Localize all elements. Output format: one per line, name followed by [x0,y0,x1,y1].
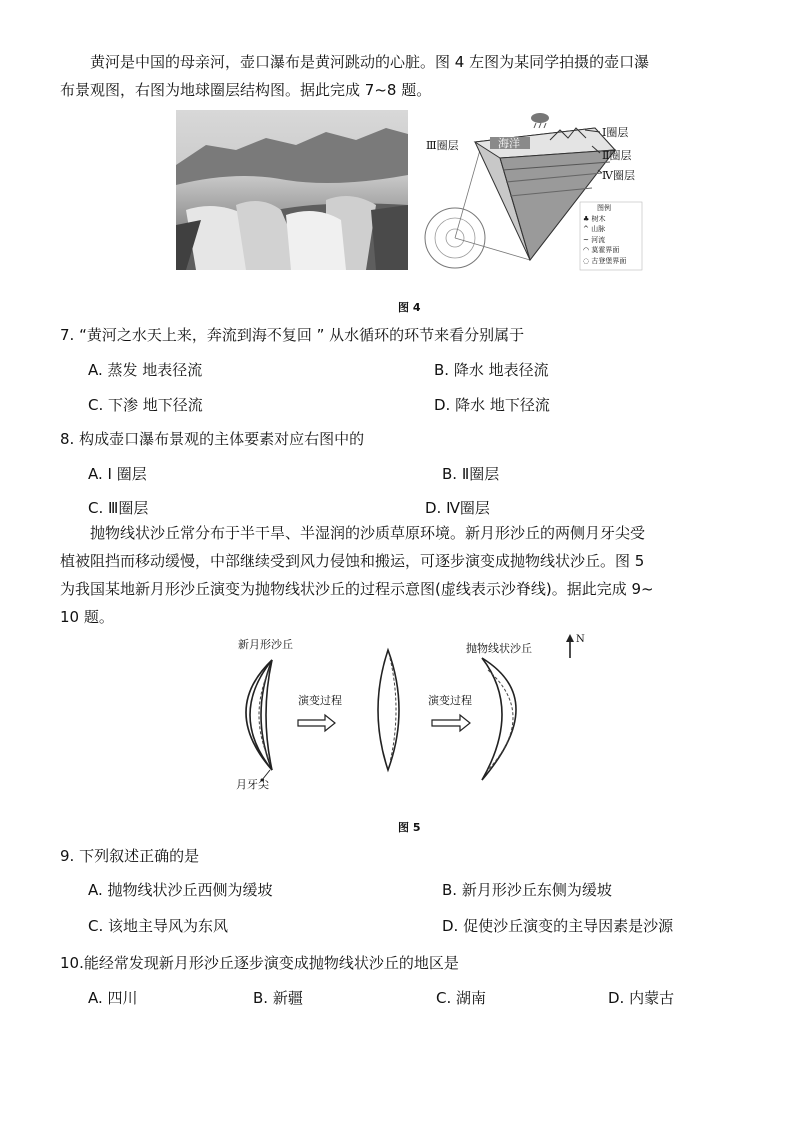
intro2-line3: 为我国某地新月形沙丘演变为抛物线状沙丘的过程示意图(虚线表示沙脊线)。据此完成 9~ [60,580,654,598]
ocean-label: 海洋 [498,137,520,150]
intro1-line1: 黄河是中国的母亲河，壶口瀑布是黄河跳动的心脏。图 4 左图为某同学拍摄的壶口瀑 [90,53,650,71]
q10-option-b: B. 新疆 [253,989,303,1007]
figure4-caption: 图 4 [398,301,421,314]
q10-stem: 10.能经常发现新月形沙丘逐步演变成抛物线状沙丘的地区是 [60,954,459,972]
north-arrow-icon [566,634,574,658]
mountain-icon: ^ [583,225,592,233]
horn-label: 月牙尖 [236,778,269,791]
river-icon: ~ [583,235,592,244]
legend-mountain: ^ 山脉 [583,225,606,233]
intro-paragraph-2 [60,519,750,631]
gutenberg-icon: ◌ [583,256,592,265]
process-label-2: 演变过程 [428,694,472,707]
q8-option-b: B. Ⅱ圈层 [442,465,500,483]
q7-option-a: A. 蒸发 地表径流 [88,361,203,379]
layer-1-label: Ⅰ圈层 [602,126,629,139]
q7-option-c: C. 下渗 地下径流 [88,396,203,414]
legend-gutenberg: ◌ 古登堡界面 [583,256,627,265]
legend-tree: ♣ 树木 [583,214,606,223]
layer-4-label: Ⅳ圈层 [602,169,635,182]
layer-2-label: Ⅱ圈层 [602,149,632,162]
q8-option-d: D. Ⅳ圈层 [425,499,490,517]
q10-option-a: A. 四川 [88,989,138,1007]
intro2-line1: 抛物线状沙丘常分布于半干旱、半湿润的沙质草原环境。新月形沙丘的两侧月牙尖受 [90,524,646,542]
q9-stem: 9. 下列叙述正确的是 [60,847,200,865]
crescent-dune-label: 新月形沙丘 [238,638,293,651]
north-label: N [576,634,585,645]
tree-icon: ♣ [583,214,592,223]
q9-option-c: C. 该地主导风为东风 [88,917,229,935]
intro2-line2: 植被阻挡而移动缓慢，中部继续受到风力侵蚀和搬运，可逐步演变成抛物线状沙丘。图 5 [60,552,645,570]
q7-option-b: B. 降水 地表径流 [434,361,549,379]
process-arrow-1 [298,715,335,731]
q9-option-d: D. 促使沙丘演变的主导因素是沙源 [442,917,674,935]
intro1-line2: 布景观图，右图为地球圈层结构图。据此完成 7~8 题。 [60,81,432,99]
intro2-line4: 10 题。 [60,608,114,626]
q8-option-c: C. Ⅲ圈层 [88,499,149,517]
q8-option-a: A. Ⅰ 圈层 [88,465,147,483]
legend-river: ~ 河流 [583,235,606,244]
q7-option-d: D. 降水 地下径流 [434,396,550,414]
q9-option-b: B. 新月形沙丘东侧为缓坡 [442,881,612,899]
layer-3-label: Ⅲ圈层 [426,139,459,152]
process-arrow-2 [432,715,470,731]
q7-stem: 7. “黄河之水天上来，奔流到海不复回 ” 从水循环的环节来看分别属于 [60,326,525,344]
parabolic-dune-label: 抛物线状沙丘 [466,642,532,655]
legend [583,203,626,266]
legend-title: 图例 [597,204,611,212]
waterfall-photo [176,110,408,270]
dune-evolution-diagram [220,630,600,795]
q10-option-c: C. 湖南 [436,989,487,1007]
moho-icon: ◠ [583,246,592,254]
figure5-caption: 图 5 [398,821,421,834]
q9-option-a: A. 抛物线状沙丘西侧为缓坡 [88,881,273,899]
parabolic-dune-shape [482,658,516,780]
process-label-1: 演变过程 [298,694,342,707]
earth-layers-diagram [420,110,650,275]
legend-moho: ◠ 莫霍界面 [583,246,620,254]
q10-option-d: D. 内蒙古 [608,989,675,1007]
q8-stem: 8. 构成壶口瀑布景观的主体要素对应右图中的 [60,430,365,448]
intro-paragraph-1 [60,48,750,104]
